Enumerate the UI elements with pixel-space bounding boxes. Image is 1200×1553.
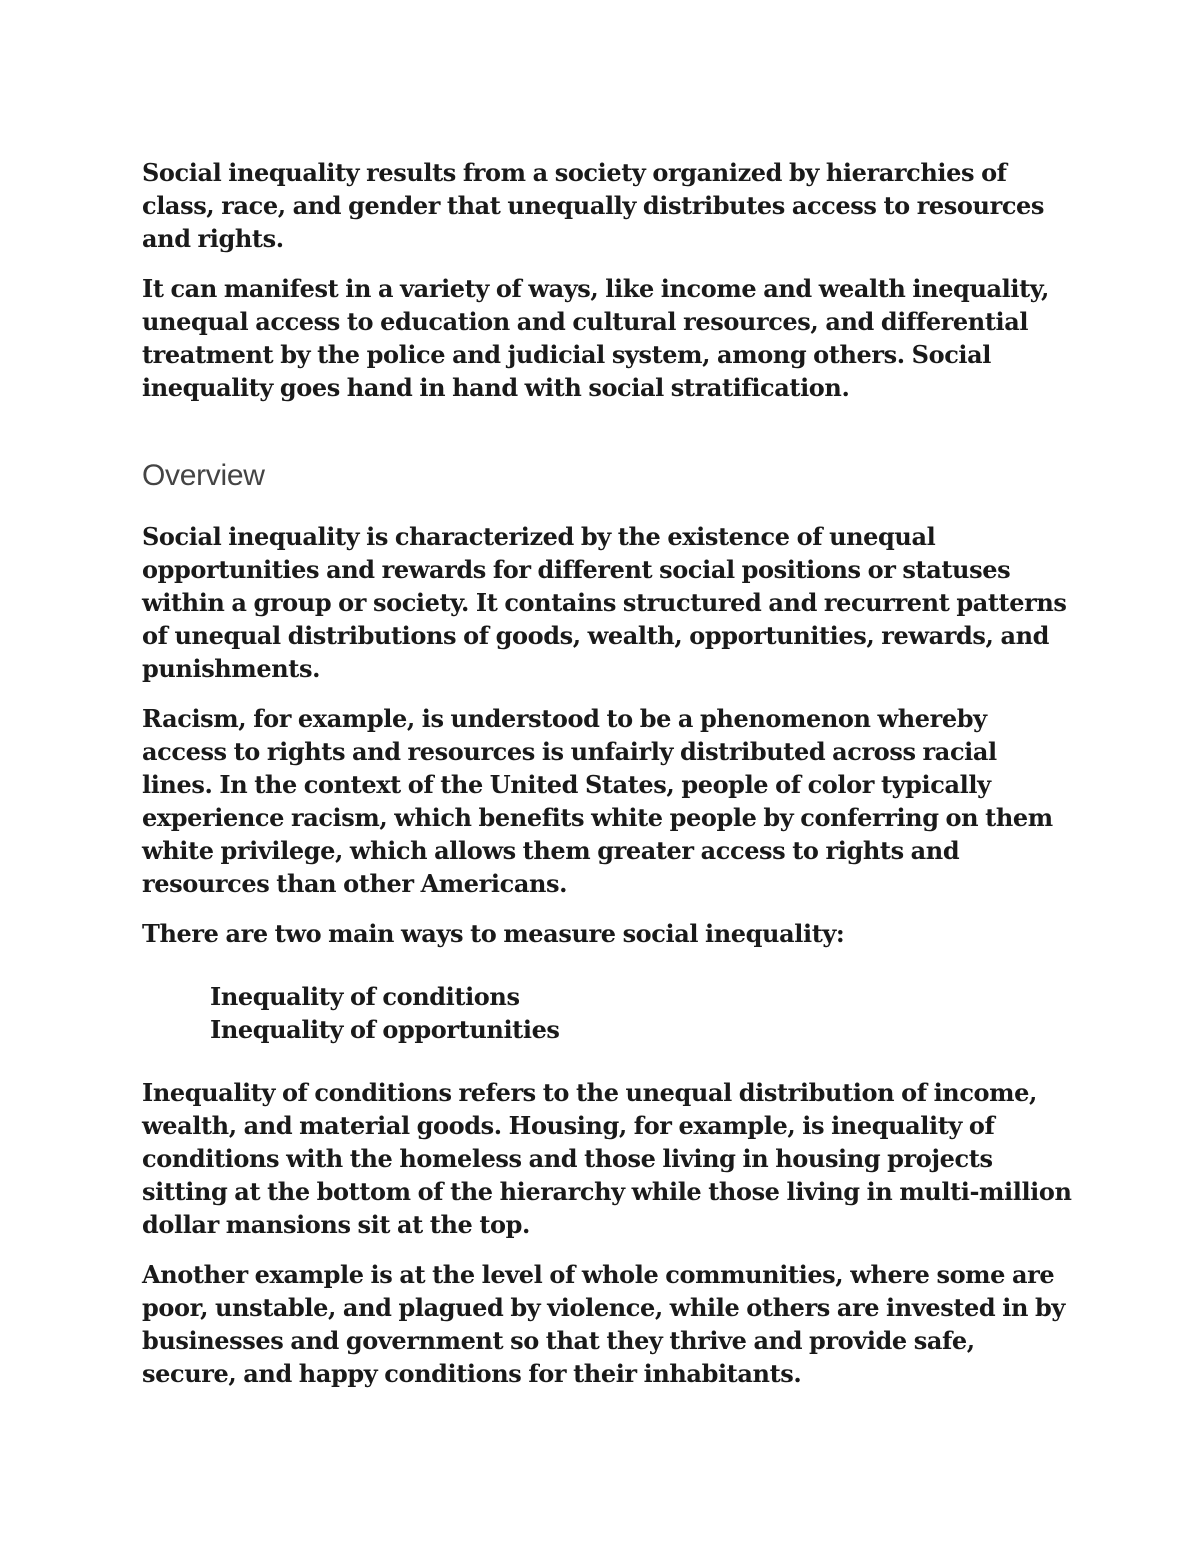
overview-paragraph-characterized: Social inequality is characterized by the existence of unequal opportunities and rewards for different social positions or statuses within a group or society. It contains structured and recurrent patterns of unequal distributions of goods, wealth, opportunities, rewards, and punishments. [142,522,1067,683]
closing-paragraph-communities: Another example is at the level of whole communities, where some are poor, unstable, and plagued by violence, while others are invested in by businesses and government so that they thrive and provide safe, secure, and happy conditions for their inhabitants. [142,1260,1065,1388]
overview-paragraph-racism: Racism, for example, is understood to be a phenomenon whereby access to rights and resources is unfairly distributed across racial lines. In the context of the United States, people of color typically experience racism, which benefits white people by conferring on them white privilege, which allows them greater access to rights and resources than other Americans. [142,704,1053,898]
measure-item-conditions: Inequality of conditions [210,982,520,1011]
document-body [142,156,1072,1390]
measure-item-opportunities: Inequality of opportunities [210,1015,560,1044]
intro-paragraph-manifestation: It can manifest in a variety of ways, like income and wealth inequality, unequal access to education and cultural resources, and differential treatment by the police and judicial system, among others. Social inequality goes hand in hand with social stratification. [142,274,1049,402]
intro-paragraph-definition: Social inequality results from a society organized by hierarchies of class, race, and gender that unequally distributes access to resources and rights. [142,158,1045,253]
section-heading-overview: Overview [142,459,265,492]
measures-list [210,980,1072,1046]
closing-paragraph-conditions: Inequality of conditions refers to the unequal distribution of income, wealth, and material goods. Housing, for example, is inequality of conditions with the homeless and those living in housing projects sitting at the bottom of the hierarchy while those living in multi-million dollar mansions sit at the top. [142,1078,1072,1239]
overview-paragraph-measures-intro: There are two main ways to measure social inequality: [142,919,845,948]
